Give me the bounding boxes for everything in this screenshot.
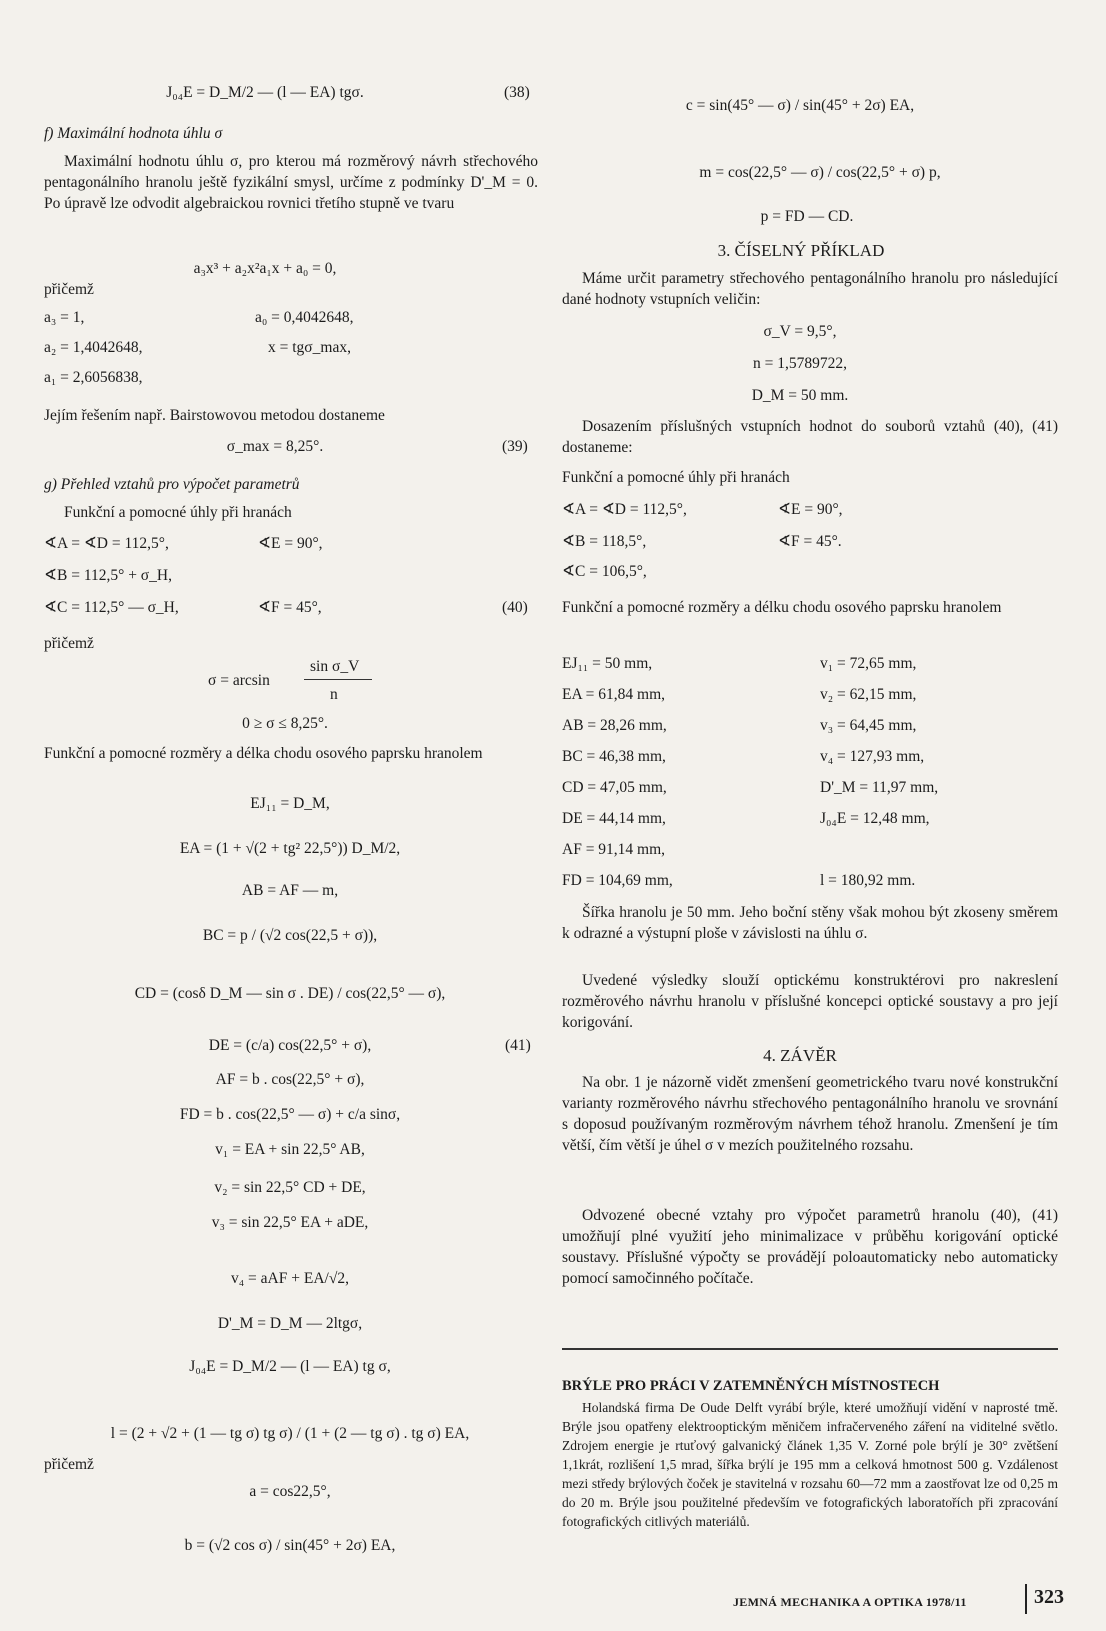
- eq-b: b = (√2 cos σ) / sin(45° + 2σ) EA,: [184, 1537, 396, 1554]
- footer-separator: [1025, 1584, 1027, 1614]
- eq-a: a = cos22,5°,: [249, 1483, 331, 1500]
- var-x: x = tgσ_max,: [268, 339, 351, 356]
- paragraph-width: Šířka hranolu je 50 mm. Jeho boční stěny však mohou být zkoseny směrem k odrazné a výstupní ploše v závislosti na úhlu σ.: [562, 904, 1058, 942]
- paragraph-4b: Odvozené obecné vztahy pro výpočet parametrů hranolu (40), (41) umožňují plné využití jeho minimalizace v průběhu korigování optické soustavy. Příslušné výpočty se provádějí poloautomaticky nebo automaticky pomocí samočinného počítače.: [562, 1207, 1058, 1287]
- bairstow-text: Jejím řešením např. Bairstowovou metodou dostaneme: [44, 407, 385, 424]
- news-title: BRÝLE PRO PRÁCI V ZATEMNĚNÝCH MÍSTNOSTECH: [562, 1378, 940, 1394]
- result-cd: CD = 47,05 mm,: [562, 779, 667, 796]
- paragraph-4a: Na obr. 1 je názorně vidět zmenšení geometrického tvaru nové konstrukční varianty rozměrového návrhu střechového pentagonálního hranolu ve srovnání s doposud používaným rozměrovým návrhem téhož hranolu. Zmenšení je tím větší, čím větší je úhel σ v mezích použitelného rozsahu.: [562, 1074, 1058, 1154]
- eq-ea: EA = (1 + √(2 + tg² 22,5°)) D_M/2,: [179, 840, 401, 857]
- eq-m: m = cos(22,5° — σ) / cos(22,5° + σ) p,: [699, 164, 941, 181]
- result-angle-a: ∢A = ∢D = 112,5°,: [562, 501, 687, 518]
- paragraph-3b: Dosazením příslušných vstupních hodnot do souborů vztahů (40), (41) dostaneme:: [562, 418, 1058, 456]
- news-body: Holandská firma De Oude Delft vyrábí brýle, které umožňují vidění v naprosté tmě. Brýle jsou opatřeny elektrooptickým měničem infračerveného záření na viditelné světlo. Zdrojem energie je rtuťový galvanický článek 1,35 V. Zorné pole brýlí je 30° zvětšení 1,1krát, rozlišení 1,5 mrad, šířka brýlí je 195 mm a celková hmotnost 500 g. Vzdálenost mezi středy brýlových čoček je stavitelná v rozsahu 60—72 mm a zaostřovat lze od 0,25 m do 20 m. Brýle jsou použitelné především ve fotografických laboratořích při zpracování fotografických citlivých materiálů.: [562, 1400, 1058, 1529]
- paragraph-results: Uvedené výsledky slouží optickému konstruktérovi pro nakreslení rozměrového návrhu hranolu v příslušné koncepci optické soustavy a pro její korigování.: [562, 972, 1058, 1031]
- eq-ej11: EJ₁₁ = D_M,: [250, 795, 330, 812]
- section-3-title: 3. ČÍSELNÝ PŘÍKLAD: [717, 241, 885, 260]
- paragraph-3: Máme určit parametry střechového pentagonálního hranolu pro následující dané hodnoty vstupních veličin:: [562, 270, 1058, 308]
- result-angle-b: ∢B = 118,5°,: [562, 533, 647, 550]
- value-n: n = 1,5789722,: [753, 355, 847, 372]
- result-v2: v₂ = 62,15 mm,: [820, 686, 917, 703]
- eq-j04e: J₀₄E = D_M/2 — (l — EA) tg σ,: [189, 1358, 391, 1375]
- journal-name: JEMNÁ MECHANIKA A OPTIKA 1978/11: [733, 1595, 967, 1609]
- sigma-range: 0 ≥ σ ≤ 8,25°.: [242, 715, 328, 732]
- result-af: AF = 91,14 mm,: [562, 841, 666, 858]
- eq-af: AF = b . cos(22,5° + σ),: [215, 1071, 365, 1088]
- eq-l: l = (2 + √2 + (1 — tg σ) tg σ) / (1 + (2 — tg σ) . tg σ) EA,: [110, 1425, 470, 1442]
- coef-a2: a₂ = 1,4042648,: [44, 339, 143, 356]
- result-fd: FD = 104,69 mm,: [562, 872, 673, 889]
- eq-de: DE = (c/a) cos(22,5° + σ),: [208, 1037, 372, 1054]
- value-sigma-v: σ_V = 9,5°,: [763, 323, 837, 340]
- eq-v1: v₁ = EA + sin 22,5° AB,: [215, 1141, 365, 1158]
- label-pricemz: přičemž: [44, 1456, 94, 1473]
- eq-v2: v₂ = sin 22,5° CD + DE,: [214, 1179, 366, 1196]
- dims-label-right: Funkční a pomocné rozměry a délku chodu osového paprsku hranolem: [562, 599, 1002, 616]
- angles-label-right: Funkční a pomocné úhly při hranách: [562, 469, 790, 486]
- dims-label: Funkční a pomocné rozměry a délka chodu osového paprsku hranolem: [44, 745, 483, 762]
- angle-c: ∢C = 112,5° — σ_H,: [44, 599, 179, 616]
- result-l: l = 180,92 mm.: [820, 872, 916, 889]
- eq-fd: FD = b . cos(22,5° — σ) + c/a sinσ,: [179, 1106, 401, 1123]
- equation-38: J₀₄E = D_M/2 — (l — EA) tgσ.: [166, 84, 364, 101]
- eq-v4: v₄ = aAF + EA/√2,: [231, 1270, 349, 1287]
- result-ab: AB = 28,26 mm,: [562, 717, 667, 734]
- fraction-numerator: sin σ_V: [310, 658, 360, 675]
- label-pricemz: přičemž: [44, 635, 94, 652]
- result-dm: D'_M = 11,97 mm,: [820, 779, 939, 796]
- fraction-denominator: n: [330, 686, 338, 703]
- sigma-arcsin: σ = arcsin: [208, 672, 270, 689]
- equation-number-40: (40): [502, 599, 528, 616]
- page-number: 323: [1034, 1586, 1064, 1608]
- section-f-title: f) Maximální hodnota úhlu σ: [44, 125, 223, 142]
- eq-bc: BC = p / (√2 cos(22,5 + σ)),: [202, 927, 378, 944]
- eq-ab: AB = AF — m,: [241, 882, 339, 899]
- value-dm: D_M = 50 mm.: [751, 387, 849, 404]
- coef-a3: a₃ = 1,: [44, 309, 85, 326]
- result-v4: v₄ = 127,93 mm,: [820, 748, 925, 765]
- angles-label: Funkční a pomocné úhly při hranách: [64, 504, 292, 521]
- equation-number-41: (41): [505, 1037, 531, 1054]
- label-pricemz: přičemž: [44, 281, 94, 298]
- angle-a: ∢A = ∢D = 112,5°,: [44, 535, 169, 552]
- result-angle-c: ∢C = 106,5°,: [562, 563, 647, 580]
- result-angle-e: ∢E = 90°,: [778, 501, 843, 518]
- angle-e: ∢E = 90°,: [258, 535, 323, 552]
- result-ea: EA = 61,84 mm,: [562, 686, 666, 703]
- coef-a1: a₁ = 2,6056838,: [44, 369, 143, 386]
- angle-b: ∢B = 112,5° + σ_H,: [44, 567, 172, 584]
- section-4-title: 4. ZÁVĚR: [763, 1046, 837, 1065]
- eq-dm: D'_M = D_M — 2ltgσ,: [217, 1315, 363, 1332]
- equation-cubic: a₃x³ + a₂x²a₁x + a₀ = 0,: [193, 260, 337, 277]
- result-j04e: J₀₄E = 12,48 mm,: [820, 810, 930, 827]
- eq-p: p = FD — CD.: [760, 208, 854, 225]
- result-angle-f: ∢F = 45°.: [778, 533, 842, 550]
- result-ej11: EJ₁₁ = 50 mm,: [562, 655, 653, 672]
- angle-f: ∢F = 45°,: [258, 599, 322, 616]
- equation-number-39: (39): [502, 438, 528, 455]
- fraction-line: [304, 679, 372, 680]
- section-g-title: g) Přehled vztahů pro výpočet parametrů: [44, 476, 300, 493]
- sigma-max: σ_max = 8,25°.: [226, 438, 324, 455]
- result-v1: v₁ = 72,65 mm,: [820, 655, 917, 672]
- result-v3: v₃ = 64,45 mm,: [820, 717, 917, 734]
- result-de: DE = 44,14 mm,: [562, 810, 666, 827]
- paragraph-f: Maximální hodnotu úhlu σ, pro kterou má rozměrový návrh střechového pentagonálního hranolu ještě fyzikální smysl, určíme z podmínky D'_M = 0. Po úpravě lze odvodit algebraickou rovnici třetího stupně ve tvaru: [44, 153, 538, 212]
- eq-v3: v₃ = sin 22,5° EA + aDE,: [211, 1214, 369, 1231]
- equation-number-38: (38): [504, 84, 530, 101]
- news-divider: [562, 1348, 1058, 1350]
- coef-a0: a₀ = 0,4042648,: [255, 309, 354, 326]
- eq-c: c = sin(45° — σ) / sin(45° + 2σ) EA,: [685, 97, 915, 114]
- result-bc: BC = 46,38 mm,: [562, 748, 666, 765]
- eq-cd: CD = (cosδ D_M — sin σ . DE) / cos(22,5° — σ),: [134, 985, 446, 1002]
